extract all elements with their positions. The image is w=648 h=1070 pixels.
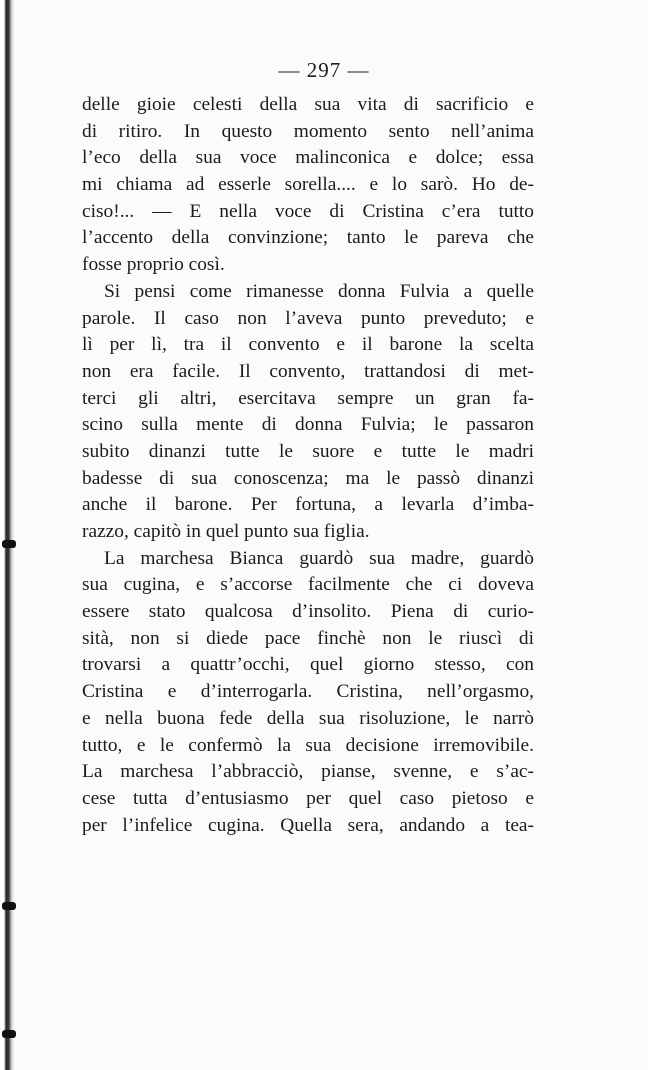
text-line: La marchesa Bianca guardò sua madre, guardò [104, 547, 534, 569]
text-line: trovarsi a quattr’occhi, quel giorno stesso, con [82, 654, 534, 676]
text-line: essere stato qualcosa d’insolito. Piena di curio- [82, 601, 534, 623]
text-line: fosse proprio così. [82, 254, 225, 276]
text-line: lì per lì, tra il convento e il barone la scelta [82, 334, 534, 356]
text-line: l’eco della sua voce malinconica e dolce; essa [82, 147, 534, 169]
page-number: — 297 — [278, 58, 370, 82]
binding-mark [2, 1030, 16, 1038]
binding-mark [2, 540, 16, 548]
text-line: delle gioie celesti della sua vita di sacrificio e [82, 94, 534, 115]
body-text [82, 92, 534, 839]
text-line: scino sulla mente di donna Fulvia; le passaron [82, 414, 534, 436]
text-line: razzo, capitò in quel punto sua figlia. [82, 521, 370, 542]
text-line: parole. Il caso non l’aveva punto preveduto; e [82, 307, 534, 329]
text-line: ciso!... — E nella voce di Cristina c’era tutto [82, 200, 534, 222]
text-line: non era facile. Il convento, trattandosi di met- [82, 360, 534, 382]
text-line: sua cugina, e s’accorse facilmente che ci doveva [82, 574, 534, 596]
text-line: Si pensi come rimanesse donna Fulvia a quelle [104, 280, 534, 302]
text-line: per l’infelice cugina. Quella sera, andando a tea- [82, 814, 534, 836]
text-line: di ritiro. In questo momento sento nell’anima [82, 120, 534, 142]
text-line: sità, non si diede pace finchè non le riuscì di [82, 627, 534, 649]
binding-mark [2, 902, 16, 910]
text-line: e nella buona fede della sua risoluzione, le narrò [82, 707, 534, 729]
text-line: mi chiama ad esserle sorella.... e lo sarò. Ho de- [82, 174, 534, 196]
text-line: terci gli altri, esercitava sempre un gran fa- [82, 387, 534, 409]
text-line: Cristina e d’interrogarla. Cristina, nell’orgasmo, [82, 681, 534, 703]
text-line: tutto, e le confermò la sua decisione irremovibile. [82, 734, 534, 756]
text-line: La marchesa l’abbracciò, pianse, svenne, e s’ac- [82, 761, 534, 783]
text-line: cese tutta d’entusiasmo per quel caso pietoso e [82, 787, 534, 809]
text-line: subito dinanzi tutte le suore e tutte le madri [82, 440, 534, 462]
text-line: anche il barone. Per fortuna, a levarla d’imba- [82, 494, 534, 516]
text-line: badesse di sua conoscenza; ma le passò dinanzi [82, 467, 534, 489]
text-line: l’accento della convinzione; tanto le pareva che [82, 227, 534, 249]
